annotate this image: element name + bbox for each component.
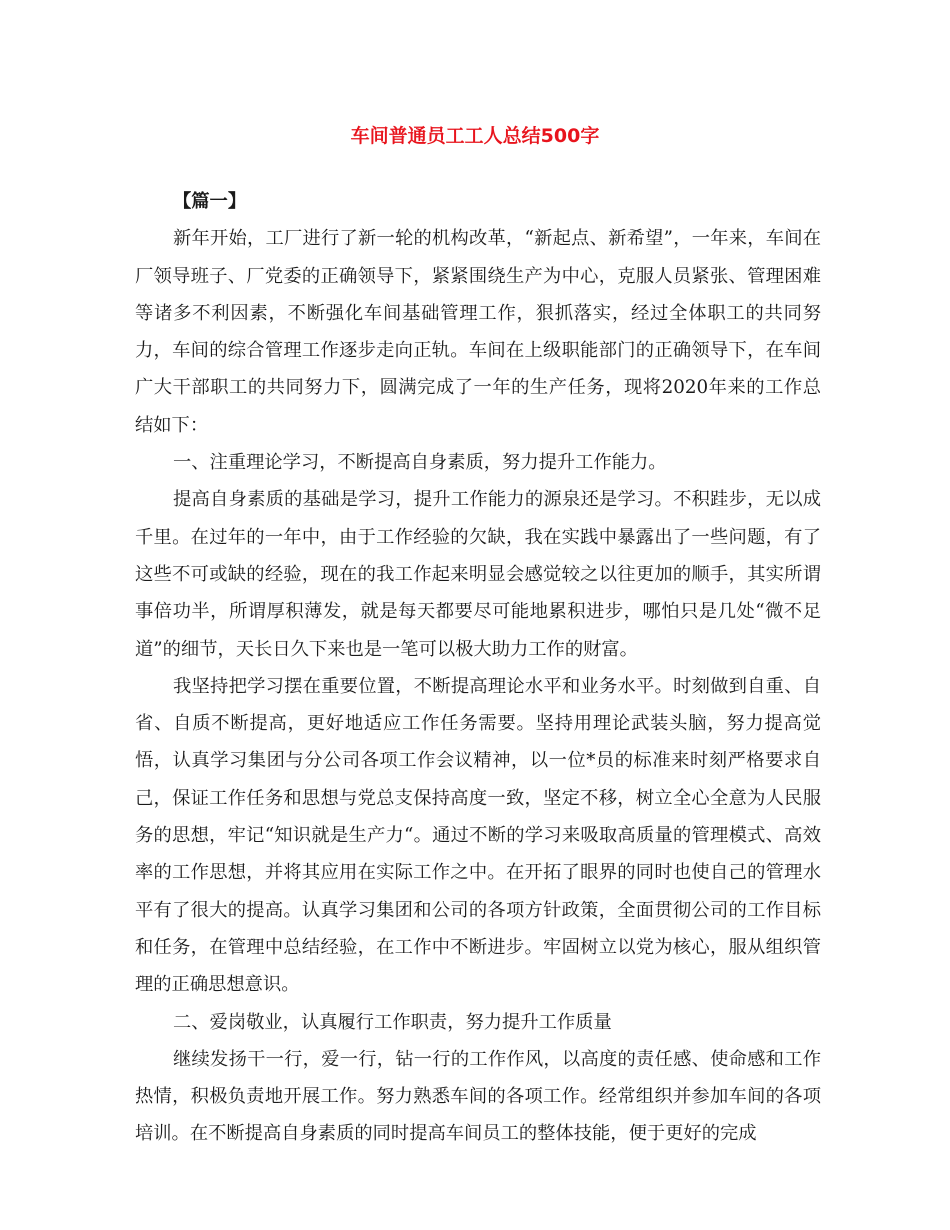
paragraph-theory: 我坚持把学习摆在重要位置，不断提高理论水平和业务水平。时刻做到自重、自省、自质不断提高，更好地适应工作任务需要。坚持用理论武装头脑，努力提高觉悟，认真学习集团与分公司各项工作会议精神，以一位*员的标准来时刻严格要求自己，保证工作任务和思想与党总支保持高度一致，坚定不移，树立全心全意为人民服务的思想，牢记“知识就是生产力“。通过不断的学习来吸取高质量的管理模式、高效率的工作思想，并将其应用在实际工作之中。在开拓了眼界的同时也使自己的管理水平有了很大的提高。认真学习集团和公司的各项方针政策，全面贯彻公司的工作目标和任务，在管理中总结经验，在工作中不断进步。牢固树立以党为核心，服从组织管理的正确思想意识。 xyxy=(135,675,821,996)
document-title: 车间普通员工工人总结500字 xyxy=(350,125,600,147)
paragraph-intro: 新年开始，工厂进行了新一轮的机构改革，“新起点、新希望”，一年来，车间在厂领导班子、厂党委的正确领导下，紧紧围绕生产为中心，克服人员紧张、管理困难等诸多不利因素，不断强化车间基础管理工作，狠抓落实，经过全体职工的共同努力，车间的综合管理工作逐步走向正轨。车间在上级职能部门的正确领导下，在车间广大干部职工的共同努力下，圆满完成了一年的生产任务，现将2020年来的工作总结如下： xyxy=(135,228,821,436)
document-body xyxy=(135,183,821,1153)
heading-one: 一、注重理论学习，不断提高自身素质，努力提升工作能力。 xyxy=(173,452,667,474)
paragraph-study: 提高自身素质的基础是学习，提升工作能力的源泉还是学习。不积跬步，无以成千里。在过年的一年中，由于工作经验的欠缺，我在实践中暴露出了一些问题，有了这些不可或缺的经验，现在的我工作起来明显会感觉较之以往更加的顺手，其实所谓事倍功半，所谓厚积薄发，就是每天都要尽可能地累积进步，哪怕只是几处“微不足道”的细节，天长日久下来也是一笔可以极大助力工作的财富。 xyxy=(135,489,821,660)
paragraph-dedication: 继续发扬干一行，爱一行，钻一行的工作作风，以高度的责任感、使命感和工作热情，积极负责地开展工作。努力熟悉车间的各项工作。经常组织并参加车间的各项培训。在不断提高自身素质的同时提高车间员工的整体技能，便于更好的完成 xyxy=(135,1048,821,1145)
heading-two: 二、爱岗敬业，认真履行工作职责，努力提升工作质量 xyxy=(173,1011,612,1033)
section-label: 【篇一】 xyxy=(173,191,247,212)
